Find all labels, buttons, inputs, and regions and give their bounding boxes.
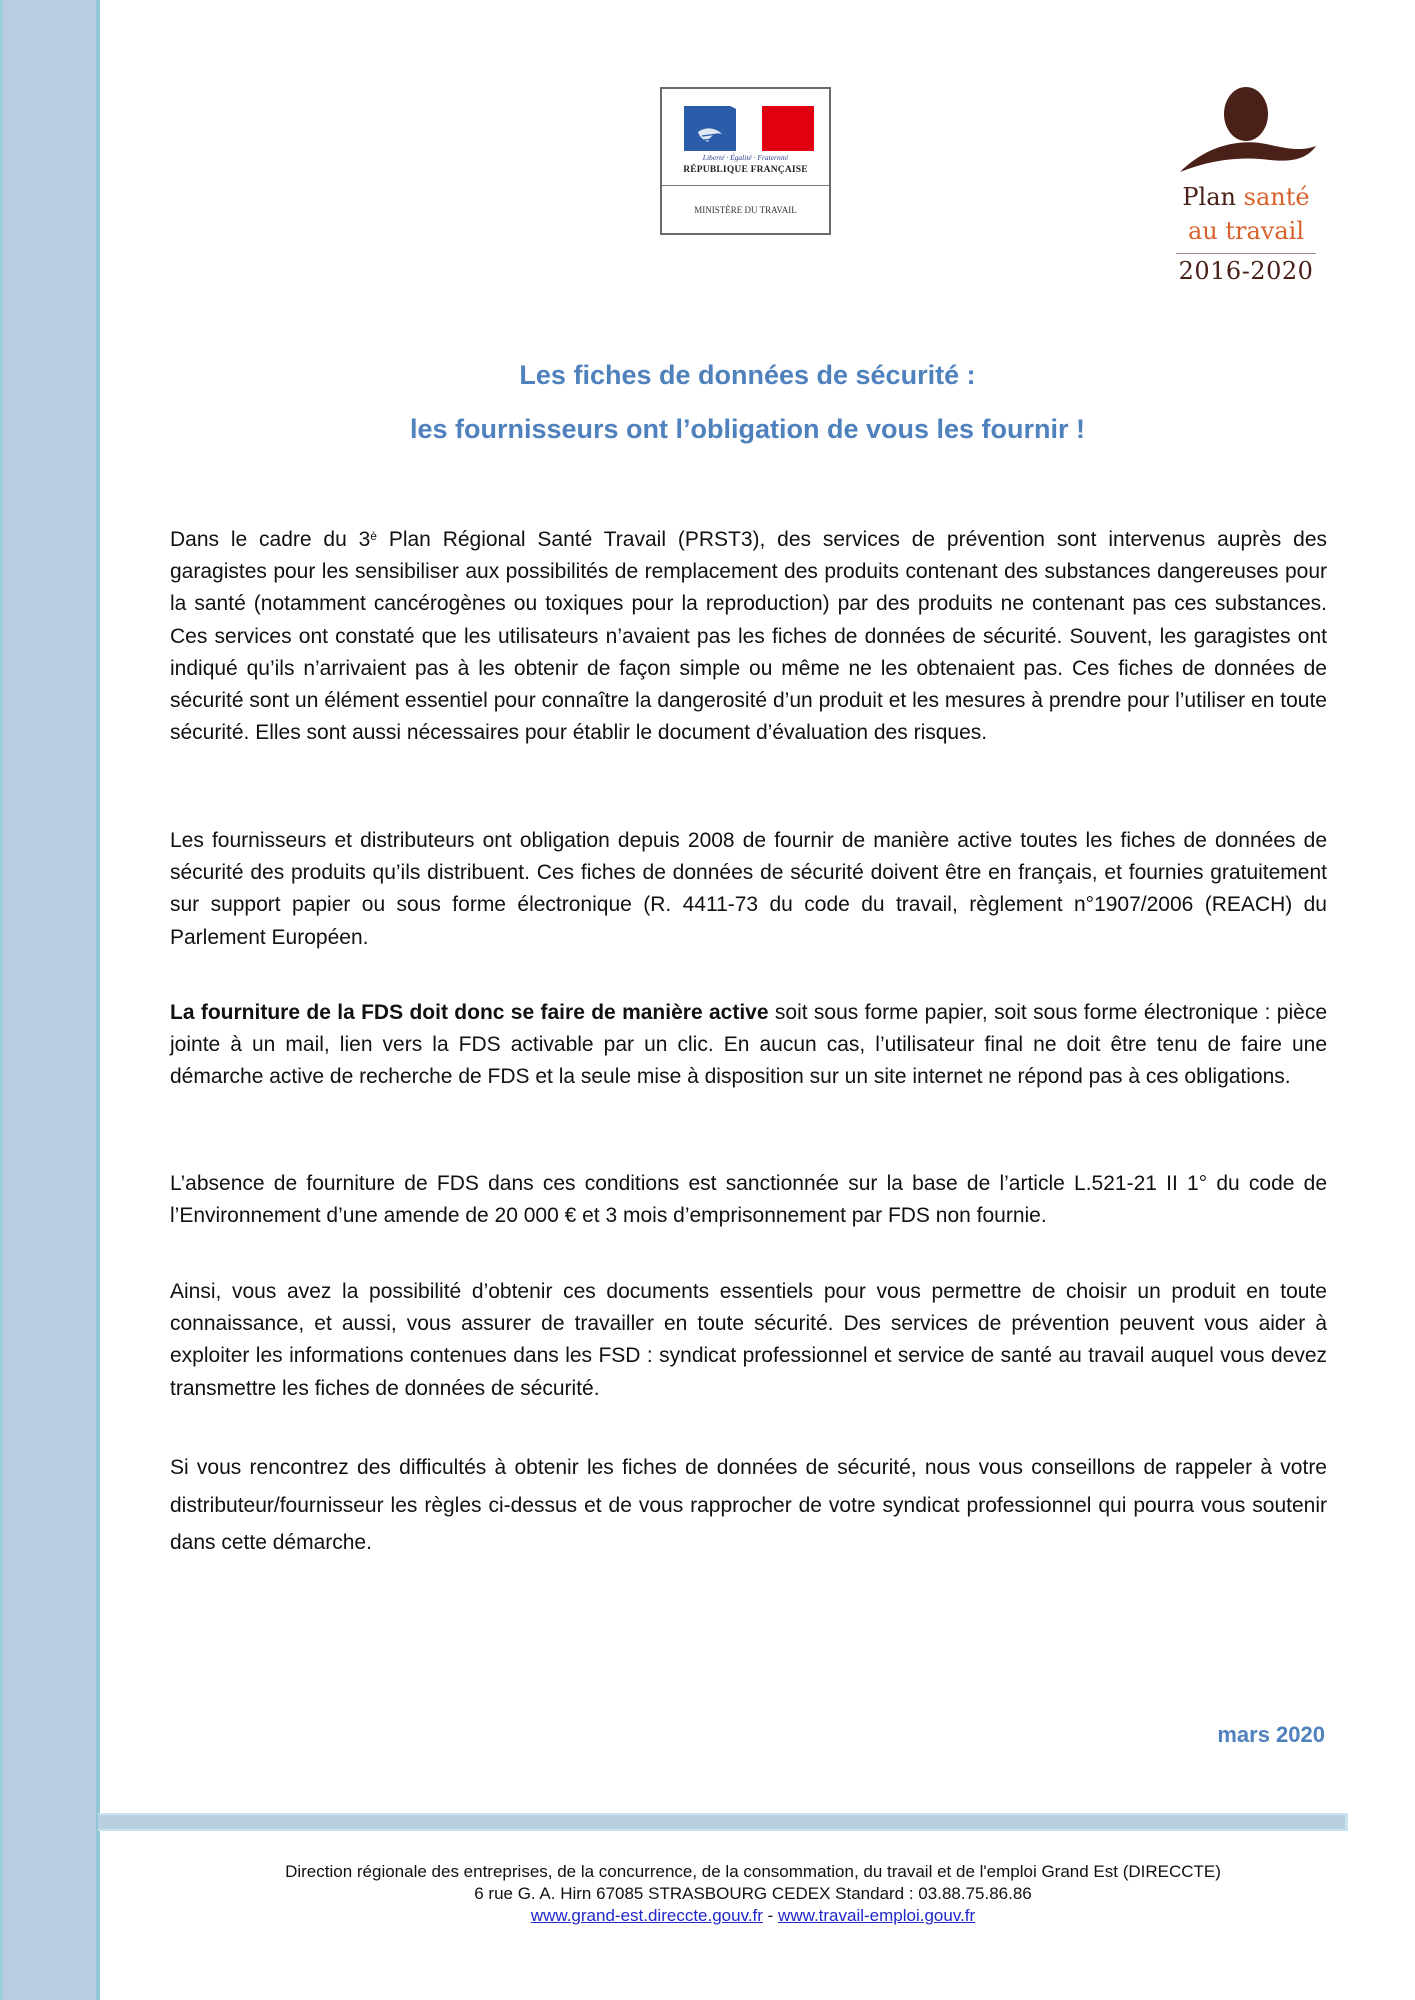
p1-text-start: Dans le cadre du 3 (170, 528, 371, 551)
paragraph-obligation: Les fournisseurs et distributeurs ont obligation depuis 2008 de fournir de manière active toutes les fiches de données de sécurité des produits qu’ils distribuent. Ces fiches de données de sécurité doivent être en français, et fournies gratuitement sur support papier ou sous forme électronique (R. 4411-73 du code du travail, règlement n°1907/2006 (REACH) du Parlement Européen. (170, 829, 1327, 949)
logo-rule (1176, 253, 1316, 254)
footer-links (98, 1906, 1408, 1926)
footer-address: 6 rue G. A. Hirn 67085 STRASBOURG CEDEX Standard : 03.88.75.86.86 (474, 1884, 1032, 1903)
footer-divider-bar (98, 1813, 1348, 1831)
document-date: mars 2020 (1217, 1722, 1325, 1747)
p3-text-rest: soit sous forme papier, soit sous forme électronique : pièce jointe à un mail, lien vers la FDS activable par un clic. En aucun cas, l’utilisateur final ne doit être tenu de faire une démarche active de recherche de FDS et la seule mise à disposition sur un site internet ne répond pas à ces obligations. (170, 1001, 1327, 1089)
left-decorative-bar (0, 0, 100, 2000)
p1-text-rest: Plan Régional Santé Travail (PRST3), des services de prévention sont intervenus auprès des garagistes pour les sensibiliser aux possibilités de remplacement des produits contenant des substances dangereuses pour la santé (notamment cancérogènes ou toxiques pour la reproduction) par des produits ne contenant pas ces substances. Ces services ont constaté que les utilisateurs n’avaient pas les fiches de données de sécurité. Souvent, les garagistes ont indiqué qu’ils n’arrivaient pas à les obtenir de façon simple ou même ne les obtenaient pas. Ces fiches de données de sécurité sont un élément essentiel pour connaître la dangerosité d’un produit et les mesures à prendre pour l’utiliser en toute sécurité. Elles sont aussi nécessaires pour établir le document d’évaluation des risques. (170, 528, 1327, 745)
republique-francaise-label: RÉPUBLIQUE FRANÇAISE (683, 165, 808, 175)
plan-sante-line (1166, 182, 1326, 212)
sante-word: santé (1243, 183, 1310, 211)
page-title-line1: Les fiches de données de sécurité : (519, 360, 976, 390)
au-travail-line: au travail (1187, 217, 1305, 245)
plan-word: Plan (1182, 183, 1236, 211)
p3-bold-statement: La fourniture de la FDS doit donc se faire de manière active (170, 1001, 769, 1024)
paragraph-active-supply (170, 997, 1327, 1094)
footer-organization: Direction régionale des entreprises, de la concurrence, de la consommation, du travail et de l'emploi Grand Est (DIRECCTE) (285, 1862, 1221, 1881)
ministry-label: MINISTÈRE DU TRAVAIL (694, 205, 797, 215)
marianne-motto: Liberté · Égalité · Fraternité (702, 153, 789, 162)
plan-sante-travail-logo (1166, 82, 1326, 297)
page-title-line2: les fournisseurs ont l’obligation de vous les fournir ! (409, 414, 1086, 444)
person-figure-icon (1174, 82, 1319, 182)
paragraph-context (170, 524, 1327, 749)
ordinal-superscript: è (370, 529, 377, 543)
paragraph-advice: Si vous rencontrez des difficultés à obtenir les fiches de données de sécurité, nous vous conseillons de rappeler à votre distributeur/fournisseur les règles ci-dessus et de vous rapprocher de votre syndicat professionnel qui pourra vous soutenir dans cette démarche. (170, 1456, 1327, 1554)
marianne-flag-icon (684, 106, 814, 151)
ministere-du-travail-logo (660, 87, 831, 235)
logo-divider (662, 185, 829, 186)
link-travail-emploi[interactable]: www.travail-emploi.gouv.fr (778, 1906, 976, 1925)
paragraph-benefits: Ainsi, vous avez la possibilité d’obtenir ces documents essentiels pour vous permettre de choisir un produit en toute connaissance, et aussi, vous assurer de travailler en toute sécurité. Des services de prévention peuvent vous aider à exploiter les informations contenues dans les FSD : syndicat professionnel et service de santé au travail auquel vous devez transmettre les fiches de données de sécurité. (170, 1280, 1327, 1400)
footer-link-separator: - (762, 1906, 779, 1925)
link-grand-est-direccte[interactable]: www.grand-est.direccte.gouv.fr (530, 1906, 763, 1925)
plan-years: 2016-2020 (1178, 257, 1314, 285)
paragraph-sanctions: L’absence de fourniture de FDS dans ces conditions est sanctionnée sur la base de l’article L.521-21 II 1° du code de l’Environnement d’une amende de 20 000 € et 3 mois d’emprisonnement par FDS non fournie. (170, 1172, 1327, 1228)
